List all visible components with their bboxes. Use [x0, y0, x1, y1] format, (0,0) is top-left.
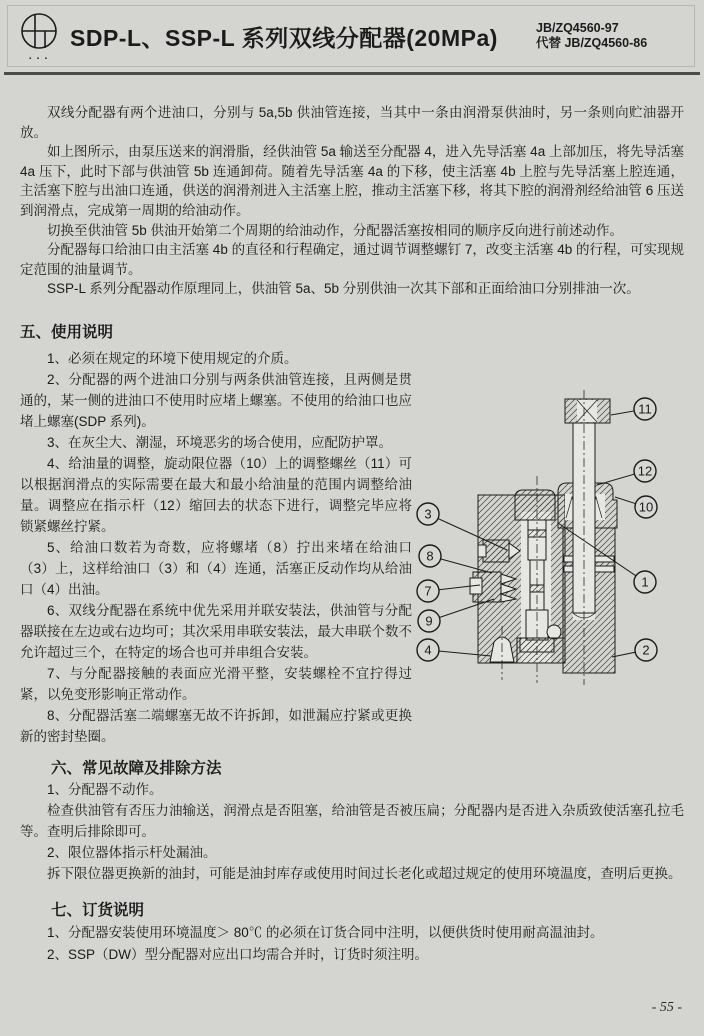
- adjusting-screw-assembly: [470, 572, 516, 602]
- cross-section-drawing: [408, 380, 704, 692]
- standard-codes: [536, 21, 694, 51]
- svg-text:4: 4: [424, 642, 432, 658]
- indicator-rod: [573, 423, 595, 618]
- list-item: 8、分配器活塞二端螺塞无故不许拆卸，如泄漏应拧紧或更换新的密封垫圈。: [20, 708, 412, 744]
- list-item: 2、分配器的两个进油口分别与两条供油管连接，且两侧是贯通的，某一侧的进油口不使用时应堵上螺塞。不使用的给油口也应堵上螺塞(SDP 系列)。: [20, 372, 412, 429]
- svg-text:9: 9: [425, 613, 433, 629]
- section-heading: 六、常见故障及排除方法: [51, 760, 222, 777]
- standard-replaces: 代替 JB/ZQ4560-86: [536, 36, 648, 50]
- company-logo: [8, 11, 70, 62]
- svg-text:1: 1: [641, 574, 649, 590]
- paragraph: 双线分配器有两个进油口，分别与 5a,5b 供油管连接，当其中一条由润滑泵供油时，另一条则向贮油器开放。: [20, 105, 684, 140]
- intro-paragraphs: [20, 103, 684, 299]
- list-item: 5、给油口数若为奇数，应将螺堵（8）拧出来堵在给油口（3）上，这样给油口（3）和（4）连通，活塞正反动作均从给油口（4）出油。: [20, 540, 412, 597]
- svg-text:10: 10: [638, 499, 654, 515]
- section-heading: 五、使用说明: [20, 324, 114, 341]
- list-item: 3、在灰尘大、潮湿，环境恶劣的场合使用，应配防护罩。: [47, 435, 393, 450]
- section-heading: 七、订货说明: [51, 902, 145, 919]
- adjusting-cap: [565, 399, 610, 423]
- paragraph: SSP-L 系列分配器动作原理同上，供油管 5a、5b 分别供油一次其下部和正面给油口分别排油一次。: [47, 281, 640, 297]
- distributor-cross-section-figure: [408, 380, 704, 692]
- page-title: SDP-L、SSP-L 系列双线分配器(20MPa): [70, 24, 498, 51]
- fault-title: 2、限位器体指示杆处漏油。: [47, 845, 217, 860]
- paragraph: 如上图所示，由泵压送来的润滑脂，经供油管 5a 输送至分配器 4，进入先导活塞 4a 上部加压，将先导活塞 4a 压下，此时下部与供油管 5b 连通卸荷。随着先导活塞 4a 的下移，使主活塞 4b 上腔与先导活塞上腔连通，主活塞下腔与出油口连通，供送的润滑剂进入主活塞上腔，推动主活塞下移，将其下腔的润滑剂经给油管 6 压送到润滑点，完成第一周期的给油动作。: [20, 144, 684, 218]
- paragraph: 分配器每口给油口由主活塞 4b 的直径和行程确定，通过调节调整螺钉 7，改变主活塞 4b 的行程，可实现规定范围的油量调节。: [20, 242, 684, 277]
- section-ordering: [20, 900, 684, 966]
- svg-text:11: 11: [638, 401, 652, 417]
- fault-detail: 拆下限位器更换新的油封，可能是油封库存或使用时间过长老化或超过规定的使用环境温度，查明后更换。: [47, 866, 682, 881]
- logo-icon: [17, 11, 61, 55]
- logo-caption: ▪ ▪ ▪: [29, 55, 49, 62]
- usage-items: [20, 348, 412, 747]
- list-item: 7、与分配器接触的表面应光滑平整，安装螺栓不宜拧得过紧，以免变形影响正常动作。: [20, 666, 412, 702]
- standard-code: JB/ZQ4560-97: [536, 21, 619, 35]
- list-item: 1、必须在规定的环境下使用规定的介质。: [47, 351, 298, 366]
- svg-text:2: 2: [642, 642, 650, 658]
- svg-text:7: 7: [424, 583, 432, 599]
- list-item: 4、给油量的调整，旋动限位器（10）上的调整螺丝（11）可以根据润滑点的实际需要在最大和最小给油量的范围内调整给油量。调整应在指示杆（12）缩回去的状态下进行，调整完毕应将锁紧螺丝拧紧。: [20, 456, 412, 534]
- svg-text:12: 12: [637, 463, 653, 479]
- header-divider: [4, 72, 700, 75]
- fault-detail: 检查供油管有否压力油输送，润滑点是否阻塞，给油管是否被压扁；分配器内是否进入杂质致使活塞孔拉毛等。查明后排除即可。: [20, 803, 684, 839]
- page-number: - 55 -: [651, 1000, 682, 1015]
- list-item: 1、分配器安装使用环境温度＞ 80℃ 的必须在订货合同中注明，以便供货时使用耐高温油封。: [47, 925, 604, 940]
- list-item: 6、双线分配器在系统中优先采用并联安装法，供油管与分配器联接在左边或右边均可；其次采用串联安装法，最大串联个数不允许超过三个，在特定的场合也可并串组合安装。: [20, 603, 412, 660]
- section-troubleshooting: [20, 758, 684, 884]
- svg-text:8: 8: [426, 548, 434, 564]
- list-item: 2、SSP（DW）型分配器对应出口均需合并时，订货时须注明。: [47, 947, 429, 962]
- header: [7, 5, 695, 67]
- svg-text:3: 3: [424, 506, 432, 522]
- paragraph: 切换至供油管 5b 供油开始第二个周期的给油动作，分配器活塞按相同的顺序反向进行前述动作。: [47, 222, 624, 238]
- fault-title: 1、分配器不动作。: [47, 782, 163, 797]
